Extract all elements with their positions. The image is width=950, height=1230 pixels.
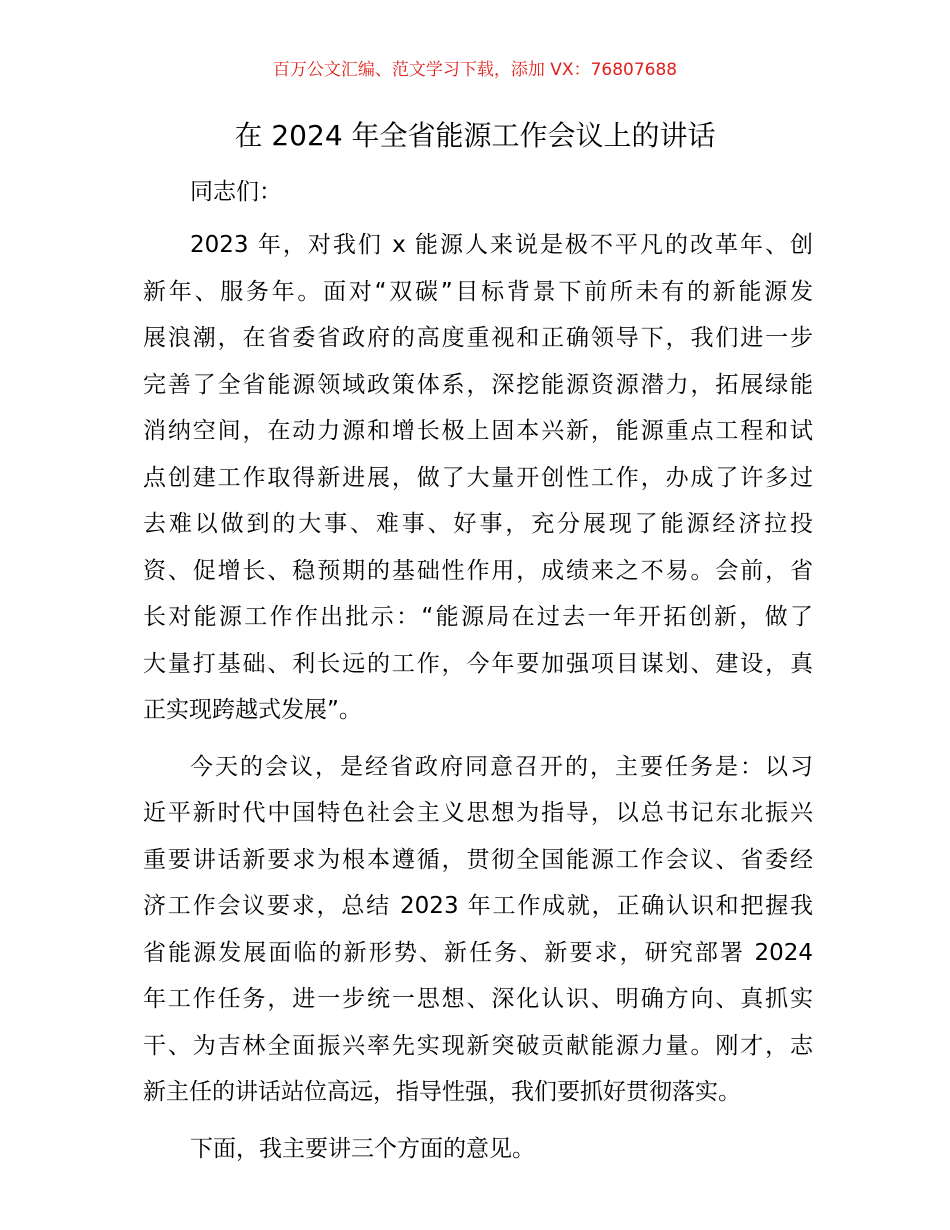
text-line: 大量打基础、利长远的工作，今年要加强项目谋划、建设，真 — [143, 650, 813, 677]
paragraph-2 — [143, 744, 813, 1116]
text-line: 正实现跨越式发展”。 — [143, 697, 362, 723]
text-line: 下面，我主要讲三个方面的意见。 — [190, 1135, 535, 1162]
text-line: 干、为吉林全面振兴率先实现新突破贡献能源力量。刚才，志 — [143, 1032, 813, 1059]
text-line: 济工作会议要求，总结 2023 年工作成就，正确认识和把握我 — [143, 893, 813, 919]
text-line: 今天的会议，是经省政府同意召开的，主要任务是：以习 — [190, 753, 813, 780]
paragraph-3 — [143, 1126, 813, 1173]
text-line: 重要讲话新要求为根本遵循，贯彻全国能源工作会议、省委经 — [143, 846, 813, 873]
document-title: 在 2024 年全省能源工作会议上的讲话 — [234, 119, 716, 152]
text-line: 展浪潮，在省委省政府的高度重视和正确领导下，我们进一步 — [143, 325, 813, 351]
text-line: 2023 年，对我们 x 能源人来说是极不平凡的改革年、创 — [190, 232, 813, 258]
text-line: 长对能源工作作出批示：“能源局在过去一年开拓创新，做了 — [143, 604, 813, 630]
text-line: 近平新时代中国特色社会主义思想为指导，以总书记东北振兴 — [143, 800, 813, 826]
text-line: 点创建工作取得新进展，做了大量开创性工作，办成了许多过 — [143, 464, 813, 491]
text-line: 新主任的讲话站位高远，指导性强，我们要抓好贯彻落实。 — [143, 1079, 741, 1105]
paragraph-1 — [143, 222, 813, 734]
text-line: 新年、服务年。面对“双碳”目标背景下前所未有的新能源发 — [143, 278, 813, 305]
salutation: 同志们： — [190, 179, 282, 205]
text-line: 资、促增长、稳预期的基础性作用，成绩来之不易。会前，省 — [143, 557, 813, 584]
text-line: 完善了全省能源领域政策体系，深挖能源资源潜力，拓展绿能 — [143, 371, 813, 398]
header-note: 百万公文汇编、范文学习下载，添加 VX：76807688 — [272, 60, 678, 80]
text-line: 年工作任务，进一步统一思想、深化认识、明确方向、真抓实 — [143, 986, 813, 1012]
text-line: 省能源发展面临的新形势、新任务、新要求，研究部署 2024 — [143, 939, 813, 966]
text-line: 消纳空间，在动力源和增长极上固本兴新，能源重点工程和试 — [143, 418, 813, 444]
document-body — [143, 222, 813, 1182]
text-line: 去难以做到的大事、难事、好事，充分展现了能源经济拉投 — [143, 511, 813, 537]
